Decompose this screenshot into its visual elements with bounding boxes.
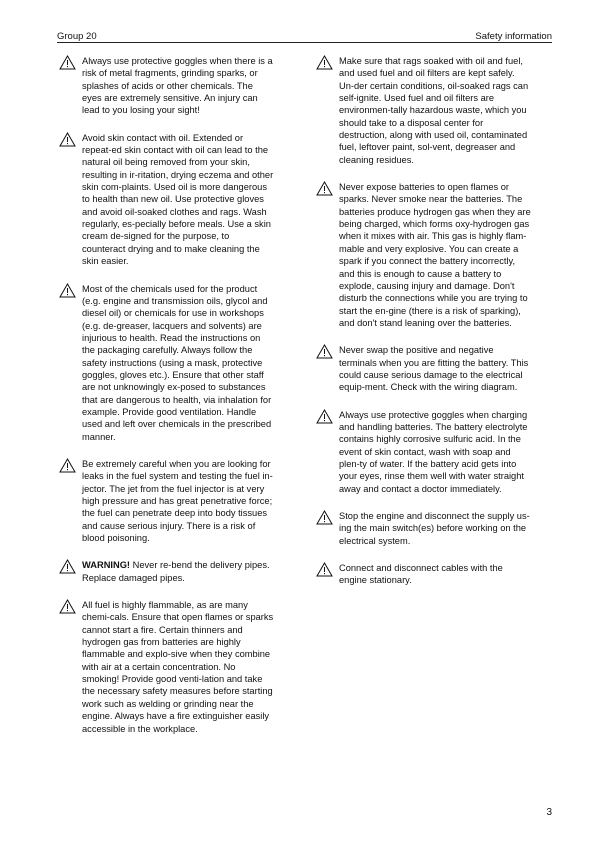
page-header: [57, 26, 552, 42]
safety-item: [59, 458, 274, 544]
safety-item: [316, 344, 531, 393]
safety-item: [59, 559, 274, 584]
safety-item: [59, 599, 274, 735]
safety-text: Avoid skin contact with oil. Extended or repeat-ed skin contact with oil can lead to the natural oil being removed from your skin, resulting in ir-ritation, drying eczema and other skin com-plaints. Used oil is more dangerous to health than new oil. Use protective gloves and avoid oil-soaked clothes and rags. Wash regularly, es-pecially before meals. Use a skin cream de-signed for the purpose, to counteract drying and to make cleaning the skin easier.: [82, 132, 274, 267]
warning-triangle-icon: [316, 181, 333, 196]
safety-item: [59, 132, 274, 268]
safety-text: Stop the engine and disconnect the supply us-ing the main switch(es) before working on the electrical system.: [339, 511, 530, 546]
header-rule: [57, 42, 552, 43]
safety-item: [316, 562, 531, 587]
safety-item: [59, 283, 274, 443]
safety-text: All fuel is highly flammable, as are many chemi-cals. Ensure that open flames or sparks cannot start a fire. Certain thinners and hydrogen gas from batteries are highly flammable and explo-sive when they combine with air at a certain concentration. No smoking! Provide good venti-lation and take the necessary safety measures before starting work such as welding or grinding near the engine. Always have a fire extinguisher easily accessible in the workplace.: [82, 600, 274, 734]
safety-text: Always use protective goggles when there is a risk of metal fragments, grinding sparks, or splashes of acids or other chemicals. The eyes are extremely sensitive. An injury can lead to you losing your sight!: [82, 56, 273, 116]
safety-item: [59, 55, 274, 117]
safety-item: [316, 55, 531, 166]
warning-triangle-icon: [59, 559, 76, 574]
safety-text: Most of the chemicals used for the product (e.g. engine and transmission oils, glycol and diesel oil) or chemicals for use in workshops (e.g. de-greaser, lacquers and solvents) are injurious to health. Read the instructions on the packaging carefully. Always follow the safety instructions (using a mask, protective goggles, gloves etc.). Ensure that other staff are not unknowingly ex-posed to substances that are dangerous to health, via inhalation for example. Provide good ventilation. Handle used and left over chemicals in the prescribed manner.: [82, 283, 272, 442]
header-group: Group 20: [57, 31, 97, 42]
warning-text: Never re-bend the delivery pipes. Replace damaged pipes.: [82, 560, 270, 583]
safety-text: [82, 559, 274, 584]
safety-text: Make sure that rags soaked with oil and fuel, and used fuel and oil filters are kept safely. Un-der certain conditions, oil-soaked rags can self-ignite. Used fuel and oil filters are environmen-tally hazardous waste, which you should take to a disposal center for destruction, along with used oil, contaminated fuel, leftover paint, sol-vent, degreaser and cleaning residues.: [339, 56, 529, 165]
warning-label: WARNING!: [82, 560, 131, 571]
warning-triangle-icon: [316, 344, 333, 359]
right-column: [316, 55, 531, 602]
header-section-title: Safety information: [475, 31, 552, 42]
page-number: 3: [546, 807, 552, 818]
warning-triangle-icon: [59, 599, 76, 614]
safety-text: Never expose batteries to open flames or sparks. Never smoke near the batteries. The batteries produce hydrogen gas when they are being charged, which forms oxy-hydrogen gas when it mixes with air. This gas is highly flam-mable and very explosive. You can create a spark if you connect the battery incorrectly, and this is enough to cause a battery to explode, causing injury and damage. Don't disturb the connections while you are trying to start the en-gine (there is a risk of sparking), and don't stand leaning over the batteries.: [339, 182, 531, 328]
warning-triangle-icon: [316, 562, 333, 577]
warning-triangle-icon: [59, 132, 76, 147]
warning-triangle-icon: [59, 283, 76, 298]
safety-text: Always use protective goggles when charging and handling batteries. The battery electrolyte contains highly corrosive sulfuric acid. In the event of skin contact, wash with soap and plen-ty of water. If the battery acid gets into your eyes, rinse them well with water straight away and contact a doctor immediately.: [339, 409, 528, 494]
safety-item: [316, 409, 531, 495]
safety-item: [316, 181, 531, 329]
left-column: [59, 55, 274, 750]
safety-item: [316, 510, 531, 547]
warning-triangle-icon: [59, 55, 76, 70]
warning-triangle-icon: [316, 510, 333, 525]
warning-triangle-icon: [59, 458, 76, 473]
warning-triangle-icon: [316, 55, 333, 70]
safety-text: Connect and disconnect cables with the engine stationary.: [339, 563, 503, 586]
safety-text: Be extremely careful when you are looking for leaks in the fuel system and testing the fuel in-jector. The jet from the fuel injector is at very high pressure and has great penetrative force; the fuel can penetrate deep into body tissues and cause serious injury. There is a risk of blood poisoning.: [82, 458, 273, 544]
safety-text: Never swap the positive and negative terminals when you are fitting the battery. This could cause serious damage to the electrical equip-ment. Check with the wiring diagram.: [339, 345, 529, 393]
warning-triangle-icon: [316, 409, 333, 424]
